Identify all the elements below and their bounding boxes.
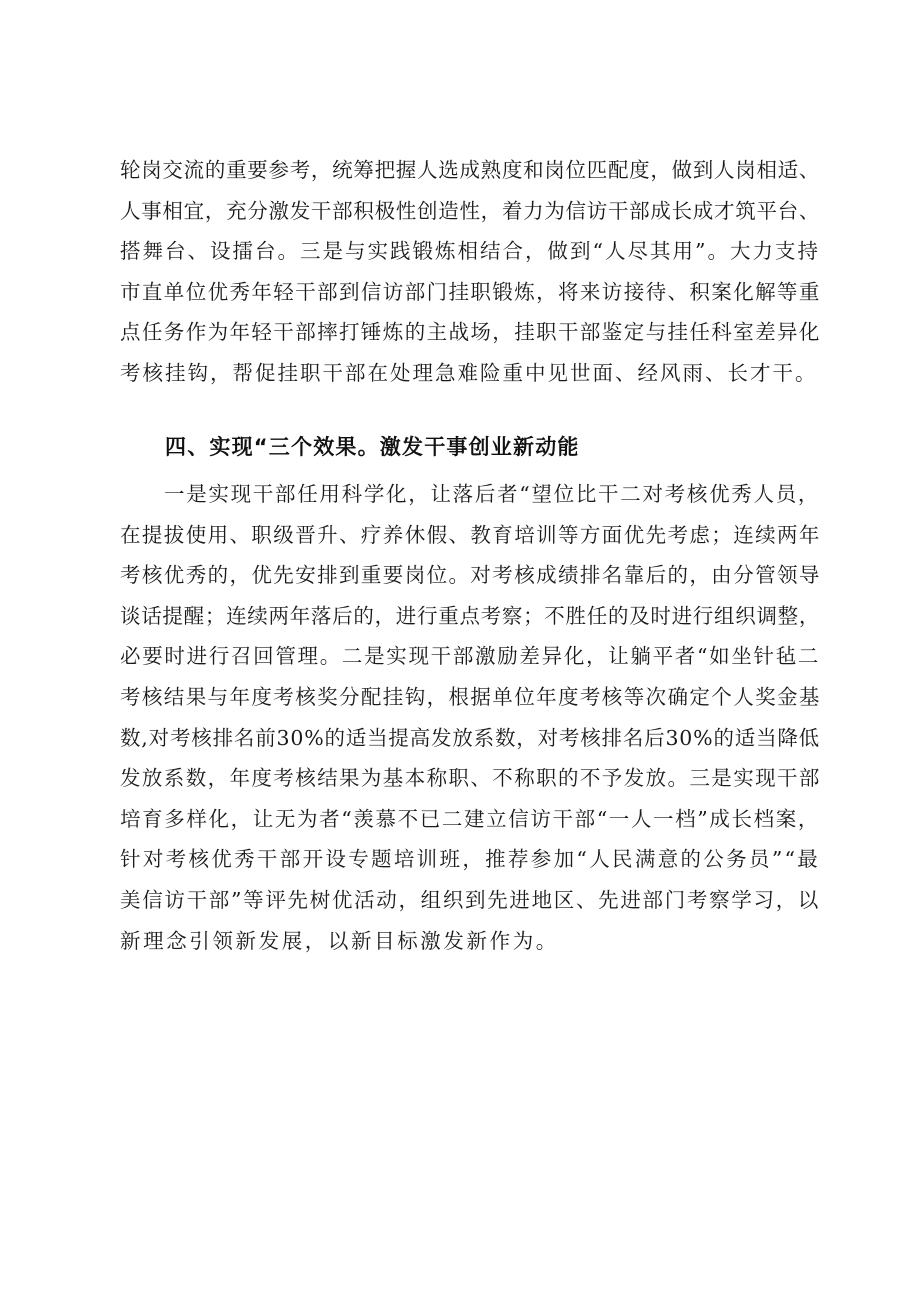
text-line: 搭舞台、设擂台。三是与实践锻炼相结合，做到“人尽其用”。大力支持 xyxy=(120,239,820,264)
text-line: 必要时进行召回管理。二是实现干部激励差异化，让躺平者“如坐针毡二 xyxy=(120,644,820,669)
text-line: 一是实现干部任用科学化，让落后者“望位比干二对考核优秀人员， xyxy=(164,482,820,506)
section-heading: 四、实现“三个效果。激发干事创业新动能 xyxy=(165,435,580,459)
text-line: 新理念引领新发展，以新目标激发新作为。 xyxy=(120,928,559,953)
text-line: 考核优秀的，优先安排到重要岗位。对考核成绩排名靠后的，由分管领导 xyxy=(120,563,821,588)
text-line: 针对考核优秀干部开设专题培训班，推荐参加“人民满意的公务员”“最 xyxy=(120,847,820,872)
text-line: 在提拔使用、职级晋升、疗养休假、教育培训等方面优先考虑；连续两年 xyxy=(120,522,821,547)
text-line: 谈话提醒；连续两年落后的，进行重点考察；不胜任的及时进行组织调整， xyxy=(120,603,820,628)
text-line: 人事相宜，充分激发干部积极性创造性，着力为信访干部成长成才筑平台、 xyxy=(120,198,820,223)
text-line: 考核挂钩，帮促挂职干部在处理急难险重中见世面、经风雨、长才干。 xyxy=(120,360,818,385)
text-line: 美信访干部”等评先树优活动，组织到先进地区、先进部门考察学习，以 xyxy=(120,887,820,912)
text-line: 轮岗交流的重要参考，统筹把握人选成熟度和岗位匹配度，做到人岗相适、 xyxy=(120,158,820,182)
text-line: 数,对考核排名前30%的适当提高发放系数，对考核排名后30%的适当降低 xyxy=(120,725,820,750)
text-line: 发放系数，年度考核结果为基本称职、不称职的不予发放。三是实现干部 xyxy=(120,766,821,791)
text-line: 市直单位优秀年轻干部到信访部门挂职锻炼，将来访接待、积案化解等重 xyxy=(120,279,821,304)
text-line: 培育多样化，让无为者“羡慕不已二建立信访干部“一人一档”成长档案， xyxy=(120,806,820,831)
paragraph-2 xyxy=(120,474,820,961)
text-line: 考核结果与年度考核奖分配挂钩，根据单位年度考核等次确定个人奖金基 xyxy=(120,684,821,709)
text-line: 点任务作为年轻干部摔打锤炼的主战场，挂职干部鉴定与挂任科室差异化 xyxy=(120,320,821,345)
paragraph-1 xyxy=(120,150,820,394)
